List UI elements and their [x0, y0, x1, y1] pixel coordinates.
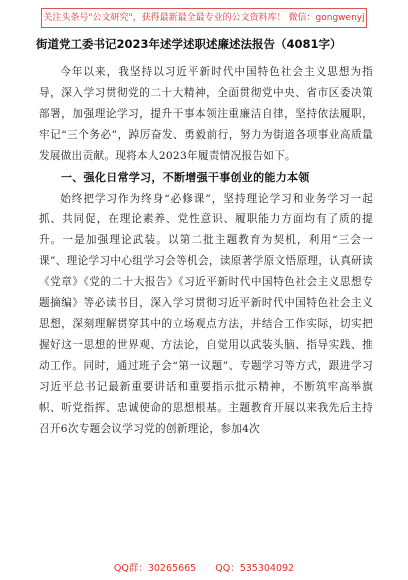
footer-qq: QQ：535304092: [215, 563, 295, 574]
header-banner: 关注头条号"公文研究"，获得最新最全最专业的公文资料库！ 微信：gongwenyj: [41, 8, 367, 28]
footer-qq-group: QQ群：30265665: [113, 563, 197, 574]
section-heading: 一、强化日常学习，不断增强干事创业的能力本领: [61, 170, 310, 184]
footer-contact: [0, 560, 408, 574]
document-body: [39, 62, 373, 439]
section-paragraph: 始终把学习作为终身“必修课”，坚持理论学习和业务学习一起抓、共同促，在理论素养、党性意识、履职能力方面均有了质的提升。一是加强理论武装。以第二批主题教育为契机，利用“三会一课”、理论学习中心组学习会等机会，读原著学原文悟原理，认真研读《党章》《党的二十大报告》《习近平新时代中国特色社会主义思想专题摘编》等必读书目，深入学习贯彻习近平新时代中国特色社会主义思想，深刻理解贯穿其中的立场观点方法，并结合工作实际，切实把握好这一思想的世界观、方法论，自觉用以武装头脑、指导实践、推动工作。同时，通过班子会“第一议题”、专题学习等方式，跟进学习习近平总书记最新重要讲话和重要指示批示精神，不断筑牢高举旗帜、听党指挥、忠诚使命的思想根基。主题教育开展以来我先后主持召开6次专题会议学习党的创新理论，参加4次: [39, 192, 373, 435]
intro-paragraph: 今年以来，我坚持以习近平新时代中国特色社会主义思想为指导，深入学习贯彻党的二十大精神，全面贯彻党中央、省市区委决策部署，加强理论学习，提升干事本领注重廉洁自律，坚持依法履职，牢记“三个务必”，踔厉奋发、勇毅前行，努力为街道各项事业高质量发展做出贡献。现将本人2023年履责情况报告如下。: [39, 66, 373, 162]
document-title: 街道党工委书记2023年述学述职述廉述法报告（4081字）: [36, 37, 342, 51]
